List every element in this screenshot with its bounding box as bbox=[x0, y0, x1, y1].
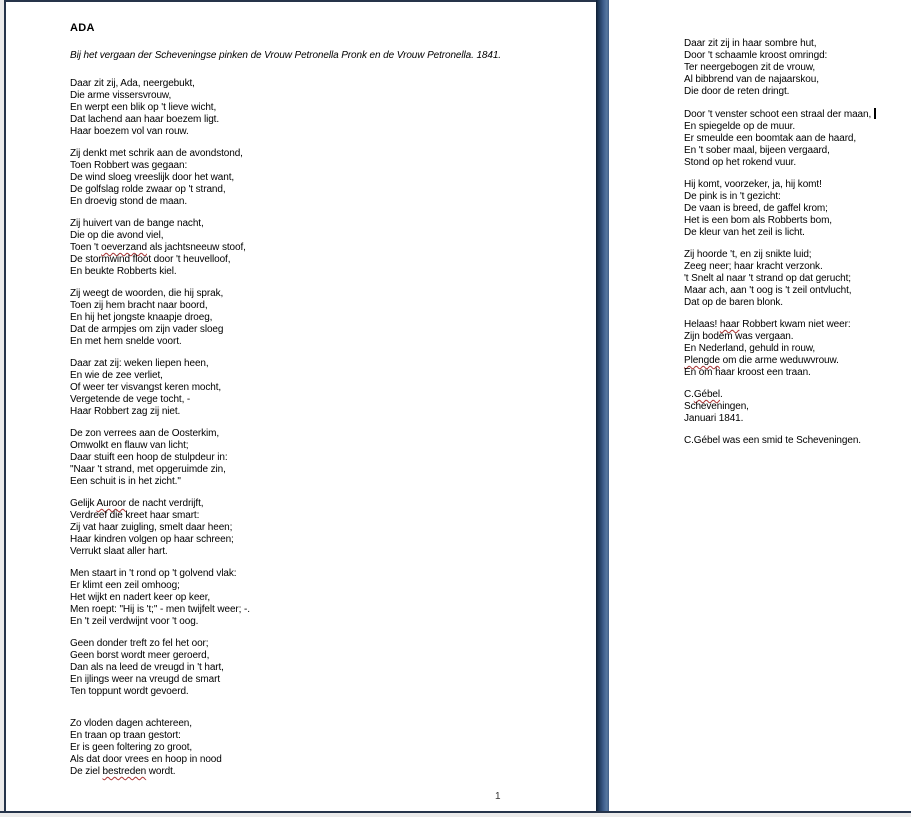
stanza: Geen donder treft zo fel het oor; Geen borst wordt meer geroerd, Dan als na leed de vreugd in 't hart, En ijlings weer na vreugd de smart Ten toppunt wordt gevoerd. bbox=[70, 638, 224, 697]
stanza: Zij huivert van de bange nacht, Die op die avond viel, Toen 't oeverzand als jachtsneeuw stoof, De stormwind floot door 't heuvelloof, En beukte Robberts kiel. bbox=[70, 218, 246, 277]
stanza: Zij denkt met schrik aan de avondstond, Toen Robbert was gegaan: De wind sloeg vreeslijk door het want, De golfslag rolde zwaar op 't strand, En droevig stond de maan. bbox=[70, 148, 243, 207]
stanza: C.Gébel was een smid te Scheveningen. bbox=[684, 435, 861, 446]
page-number: 1 bbox=[495, 791, 501, 802]
misspelled-word: bestreden bbox=[102, 766, 147, 777]
misspelled-word: haar bbox=[719, 319, 740, 330]
stanza: Daar zit zij in haar sombre hut, Door 't schaamle kroost omringd: Ter neergebogen zit de vrouw, Al bibbrend van de najaarskou, Die door de reten dringt. bbox=[684, 38, 828, 97]
misspelled-word: Auroor bbox=[96, 498, 126, 509]
window-margin-bottom bbox=[0, 813, 911, 817]
stanza: Daar zit zij, Ada, neergebukt, Die arme vissersvrouw, En werpt een blik op 't lieve wicht, Dat lachend aan haar boezem ligt. Haar boezem vol van rouw. bbox=[70, 78, 220, 137]
stanza: Door 't venster schoot een straal der maan, En spiegelde op de muur. Er smeulde een boomtak aan de haard, En 't sober maal, bijeen vergaard, Stond op het rokend vuur. bbox=[684, 108, 901, 169]
stanza: Zij hoorde 't, en zij snikte luid; Zeeg neer; haar kracht verzonk. 't Snelt al naar 't strand op dat gerucht; Maar ach, aan 't oog is 't zeil ontvlucht, Dat op de baren blonk. bbox=[684, 249, 852, 308]
stanza: Zij weegt de woorden, die hij sprak, Toen zij hem bracht naar boord, En hij het jongste knaapje droeg, Dat de armpjes om zijn vader sloeg En met hem snelde voort. bbox=[70, 288, 224, 347]
stanza: Zo vloden dagen achtereen, En traan op traan gestort: Er is geen foltering zo groot, Als dat door vrees en hoop in nood De ziel bestreden wordt. bbox=[70, 718, 222, 777]
stanza: Hij komt, voorzeker, ja, hij komt! De pink is in 't gezicht: De vaan is breed, de gaffel krom; Het is een bom als Robberts bom, De kleur van het zeil is licht. bbox=[684, 179, 832, 238]
stanza: Daar zat zij: weken liepen heen, En wie de zee verliet, Of weer ter visvangst keren mocht, Vergetende de vege tocht, - Haar Robbert zag zij niet. bbox=[70, 358, 222, 417]
stanza: De zon verrees aan de Oosterkim, Omwolkt en flauw van licht; Daar stuift een hoop de stulpdeur in: "Naar 't strand, met opgeruimde zin, Een schuit is in het zicht." bbox=[70, 428, 228, 487]
misspelled-word: Plengde bbox=[684, 355, 720, 366]
misspelled-word: oeverzand bbox=[101, 242, 147, 253]
poem-dedication: Bij het vergaan der Scheveningse pinken de Vrouw Petronella Pronk en de Vrouw Petronella. 1841. bbox=[70, 50, 501, 61]
page-1[interactable] bbox=[6, 2, 596, 811]
page-2[interactable] bbox=[609, 0, 911, 811]
text-cursor bbox=[874, 108, 876, 119]
page-1-stanzas[interactable] bbox=[70, 78, 566, 778]
stanza: Men staart in 't rond op 't golvend vlak: Er klimt een zeil omhoog; Het wijkt en nadert keer op keer, Men roept: "Hij is 't;" - men twijfelt weer; -. En 't zeil verdwijnt voor 't oog. bbox=[70, 568, 250, 627]
page-gap-divider bbox=[596, 0, 609, 811]
page-2-stanzas[interactable] bbox=[684, 0, 901, 447]
stanza: Helaas! haar Robbert kwam niet weer: Zijn bodem was vergaan. En Nederland, gehuld in rouw, Plengde om die arme weduwvrouw. En om haar kroost een traan. bbox=[684, 319, 851, 378]
stanza: C.Gébel. Scheveningen, Januari 1841. bbox=[684, 389, 749, 424]
poem-title: ADA bbox=[70, 22, 95, 34]
misspelled-word: Gébel bbox=[693, 389, 720, 400]
stanza: Gelijk Auroor de nacht verdrijft, Verdreef die kreet haar smart: Zij vat haar zuigling, smelt daar heen; Haar kindren volgen op haar schreen; Verrukt slaat aller hart. bbox=[70, 498, 234, 557]
